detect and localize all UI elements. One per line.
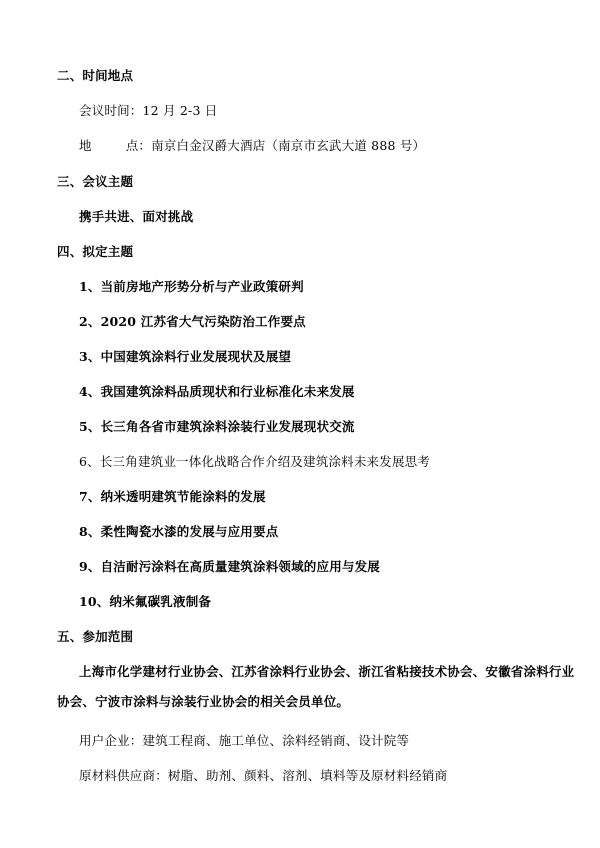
meeting-place: [79, 138, 425, 154]
theme-text: 携手共进、面对挑战: [79, 209, 194, 224]
scope-users: 用户企业：建筑工程商、施工单位、涂料经销商、设计院等: [79, 733, 410, 748]
topic-item: 7、纳米透明建筑节能涂料的发展: [79, 489, 266, 504]
meeting-time-value: 12 月 2-3 日: [142, 103, 218, 118]
scope-paragraph-line-1: 上海市化学建材行业协会、江苏省涂料行业协会、浙江省粘接技术协会、安徽省涂料行业: [79, 664, 575, 679]
section-heading-time-place: 二、时间地点: [57, 68, 134, 83]
meeting-place-label-2: 点：: [125, 138, 152, 153]
section-heading-scope: 五、参加范围: [57, 629, 134, 644]
topic-item: 5、长三角各省市建筑涂料涂装行业发展现状交流: [79, 419, 355, 434]
meeting-time: [79, 103, 217, 119]
meeting-time-label: 会议时间：: [79, 103, 143, 118]
scope-paragraph-line-2: 协会、宁波市涂料与涂装行业协会的相关会员单位。: [57, 694, 350, 709]
topic-item: 2、2020 江苏省大气污染防治工作要点: [79, 314, 306, 329]
topic-item: 3、中国建筑涂料行业发展现状及展望: [79, 349, 292, 364]
section-heading-theme: 三、会议主题: [57, 174, 134, 189]
meeting-place-label-1: 地: [79, 138, 92, 153]
topic-item: 9、自洁耐污涂料在高质量建筑涂料领域的应用与发展: [79, 559, 380, 574]
section-heading-topics: 四、拟定主题: [57, 244, 134, 259]
topic-item: 4、我国建筑涂料品质现状和行业标准化未来发展: [79, 384, 355, 399]
topic-item: 8、柔性陶瓷水漆的发展与应用要点: [79, 524, 279, 539]
meeting-place-value: 南京白金汉爵大酒店（南京市玄武大道 888 号）: [151, 138, 426, 153]
topic-item: 6、长三角建筑业一体化战略合作介绍及建筑涂料未来发展思考: [79, 454, 431, 469]
topic-item: 10、纳米氟碳乳液制备: [79, 594, 212, 609]
scope-suppliers: 原材料供应商：树脂、助剂、颜料、溶剂、填料等及原材料经销商: [79, 768, 448, 783]
topic-item: 1、当前房地产形势分析与产业政策研判: [79, 279, 304, 294]
